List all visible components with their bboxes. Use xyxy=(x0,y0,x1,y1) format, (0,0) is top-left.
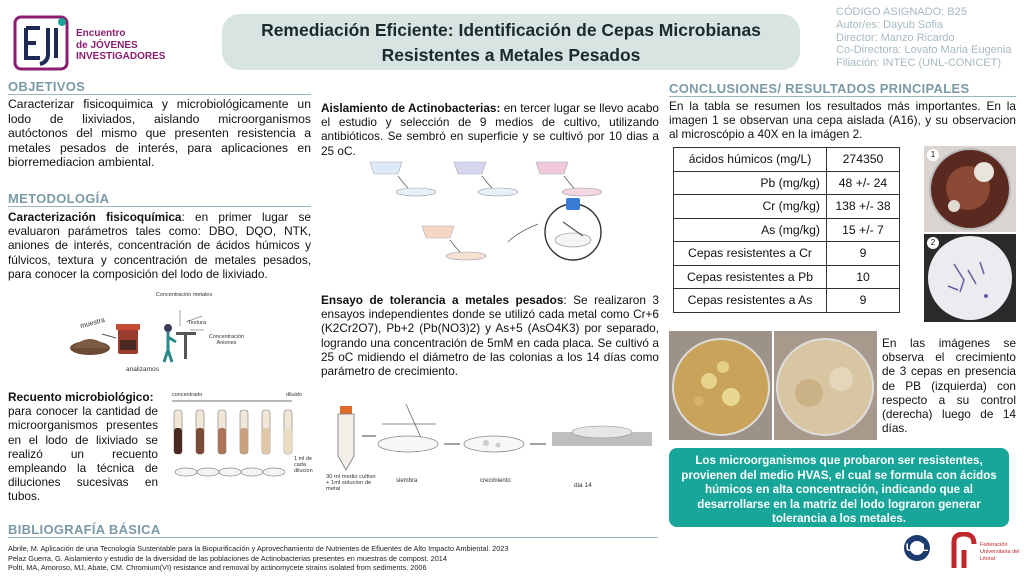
photo-petri-dish xyxy=(924,146,1016,232)
label-concentrado: concentrado xyxy=(172,392,203,398)
table-cell-value: 15 +/- 7 xyxy=(827,218,900,242)
logo-line3: INVESTIGADORES xyxy=(76,51,166,62)
fisicoquimica-paragraph xyxy=(8,210,311,281)
recuento-title: Recuento microbiológico: xyxy=(8,390,154,404)
plates-text: En las imágenes se observa el crecimiento de 3 cepas en presencia de PB (izquierda) con respecto a su control (derecha) luego de 14 días. xyxy=(882,336,1016,436)
ensayo-figure xyxy=(326,400,660,500)
photo-label-1: 1 xyxy=(927,149,939,161)
table-cell-value: 138 +/- 38 xyxy=(827,195,900,219)
meta-info xyxy=(836,6,1011,70)
table-row xyxy=(674,242,900,266)
table-cell-value: 9 xyxy=(827,289,900,313)
analysis-figure xyxy=(62,290,262,380)
bibliografia-list xyxy=(8,544,508,573)
label-textura: Textura xyxy=(188,320,207,326)
ensayo-paragraph xyxy=(321,293,659,378)
table-row xyxy=(674,265,900,289)
title-line2: Resistentes a Metales Pesados xyxy=(381,45,641,65)
conclusiones-heading: CONCLUSIONES/ RESULTADOS PRINCIPALES xyxy=(669,81,970,96)
ensayo-title: Ensayo de tolerancia a metales pesados xyxy=(321,293,564,307)
dilution-figure xyxy=(168,392,318,492)
fed-logo-icon xyxy=(950,532,978,570)
recuento-text: para conocer la cantidad de microorganismos presentes en el lodo de lixiviado se realizó un recuento empleando la técnica de diluciones sucesivas en tubos. xyxy=(8,404,158,504)
meta-director: Director: Manzo Ricardo xyxy=(836,31,955,44)
label-analizamos: analizamos xyxy=(126,366,159,373)
label-dia14: dia 14 xyxy=(574,482,592,489)
aislamiento-text: en tercer lugar se llevo acabo el estudio y selección de 9 medios de cultivo, utilizando antibióticos. Se sembró en superficie y se cultivó por 10 dias a 25 oC. xyxy=(321,101,659,158)
label-crecimiento: crecimiento xyxy=(480,478,511,484)
label-concentracion-aniones: Concentración Aniones xyxy=(208,334,245,346)
fisicoquimica-title: Caracterización fisicoquímica xyxy=(8,210,182,224)
table-cell-key: As (mg/kg) xyxy=(674,218,827,242)
aislamiento-figure xyxy=(368,152,618,272)
eji-logo xyxy=(12,14,187,74)
table-row xyxy=(674,195,900,219)
unl-label: UNL xyxy=(905,542,929,554)
table-cell-value: 9 xyxy=(827,242,900,266)
label-concentracion-metales: Concentración metales xyxy=(155,292,213,298)
objetivos-heading: OBJETIVOS xyxy=(8,79,86,94)
table-row xyxy=(674,289,900,313)
label-tube: 30 ml medio cultivo + 1ml solucion de metal xyxy=(326,474,376,492)
photo-microscope xyxy=(924,234,1016,322)
photo-label-2: 2 xyxy=(927,237,939,249)
aislamiento-paragraph xyxy=(321,101,659,158)
recuento-paragraph xyxy=(8,390,158,504)
eji-logo-icon xyxy=(12,14,72,74)
table-row xyxy=(674,218,900,242)
table-cell-key: ácidos húmicos (mg/L) xyxy=(674,148,827,172)
table-cell-value: 48 +/- 24 xyxy=(827,171,900,195)
table-cell-key: Cepas resistentes a As xyxy=(674,289,827,313)
logo-line1: Encuentro xyxy=(76,28,126,39)
label-dilucion-side: 1 ml de cada dilucion xyxy=(294,456,313,474)
meta-affiliation: Filiación: INTEC (UNL-CONICET) xyxy=(836,57,1002,70)
objetivos-text: Caracterizar fisicoquimica y microbiológicamente un lodo de lixiviados, aislando microorganismos autóctonos del mismo que presenten resistencia a metales pesados de interés, para aplicaciones en biorremediacion ambiental. xyxy=(8,97,311,170)
fed-logo xyxy=(950,532,1020,572)
objetivos-divider xyxy=(8,94,311,95)
reference-item: Polti, MA, Amoroso, MJ, Abate, CM. Chromium(VI) resistance and removal by actinomycete strains isolated from sediments. 2006 xyxy=(8,563,427,573)
reference-item: Pelaz Guerra, G. Aislamiento y estudio de la diversidad de las poblaciones de Actinobacterias presentes en muestras de compost. 2014 xyxy=(8,553,447,563)
logo-line2: de JÓVENES xyxy=(76,39,138,51)
table-cell-value: 10 xyxy=(827,265,900,289)
label-muestra: muestra xyxy=(79,316,106,331)
results-table xyxy=(673,147,900,313)
table-cell-key: Cr (mg/kg) xyxy=(674,195,827,219)
meta-author: Autor/es: Dayub Sofia xyxy=(836,18,944,31)
table-row xyxy=(674,171,900,195)
bibliografia-divider xyxy=(8,537,658,538)
conclusiones-divider xyxy=(669,96,1016,97)
meta-code: CÓDIGO ASIGNADO: B25 xyxy=(836,6,967,18)
ensayo-text: : Se realizaron 3 ensayos independientes donde se utilizó cada metal como Cr+6 (K2Cr2O7), Pb+2 (Pb(NO3)2) y As+5 (AsO4K3) por separado, logrando una concentración de 5mM en cada placa. Se cultivó a 25 oC midiendo el diámetro de las colonias a los 14 días como parámetro de crecimiento. xyxy=(321,293,659,379)
table-cell-key: Cepas resistentes a Pb xyxy=(674,265,827,289)
label-diluido: diluido xyxy=(286,392,302,398)
metodologia-heading: METODOLOGÍA xyxy=(8,191,110,206)
unl-logo xyxy=(892,533,942,569)
aislamiento-title: Aislamiento de Actinobacterias: xyxy=(321,101,501,115)
title-box xyxy=(222,14,800,70)
table-cell-value: 274350 xyxy=(827,148,900,172)
meta-codirector: Co-Directora: Lovato Maria Eugenia xyxy=(836,44,1012,57)
bibliografia-heading: BIBLIOGRAFÍA BÁSICA xyxy=(8,522,161,537)
table-cell-key: Cepas resistentes a Cr xyxy=(674,242,827,266)
fed-label: Federación Universitaria del Litoral xyxy=(980,542,1020,562)
table-cell-key: Pb (mg/kg) xyxy=(674,171,827,195)
conclusion-box xyxy=(669,448,1009,527)
title-line1: Remediación Eficiente: Identificación de Cepas Microbianas xyxy=(261,20,761,40)
conclusion-text: Los microorganismos que probaron ser resistentes, provienen del medio HVAS, el cual se formula con ácidos húmicos en alta concentración, indicando que al desarrollarse en la matriz del lodo lograron generar tolerancia a los metales. xyxy=(681,454,997,526)
conclusiones-intro: En la tabla se resumen los resultados más importantes. En la imagen 1 se observan una cepa aislada (A16), y su observacion al microscópio a 40X en la imágen 2. xyxy=(669,99,1016,142)
photo-plates xyxy=(669,331,877,440)
label-siembra: siembra xyxy=(396,478,418,484)
metodologia-divider xyxy=(8,206,311,207)
fisicoquimica-text: : en primer lugar se evaluaron parámetros tales como: DBO, DQO, NTK, aniones de interés, concentración de ácidos húmicos y fúlvicos, textura y concentración de metales pesados, para conocer la composición del lodo de lixiviado. xyxy=(8,210,311,281)
reference-item: Abrile, M. Aplicación de una Tecnología Sustentable para la Biopurificación y Aprovechamiento de Nutrientes de Efluentes de Alto Impacto Ambiental. 2023 xyxy=(8,544,509,553)
table-row xyxy=(674,148,900,172)
